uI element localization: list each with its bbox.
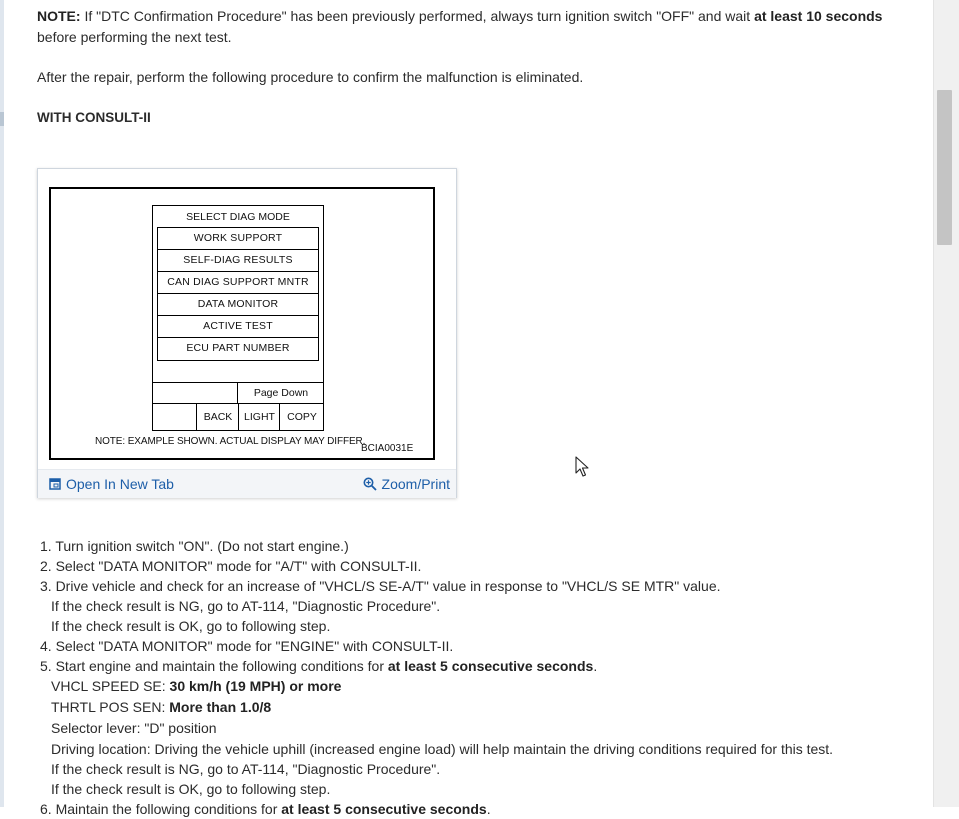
zoom-icon [363,477,377,494]
menu-title: SELECT DIAG MODE [186,211,290,223]
step-5-emphasis: at least 5 consecutive seconds [387,658,594,674]
step-3-ok: If the check result is OK, go to following step. [51,618,331,634]
menu-item: SELF-DIAG RESULTS [158,250,318,272]
step-5-ng: If the check result is NG, go to AT-114, "Diagnostic Procedure". [51,761,441,777]
step-6-text: 6. Maintain the following conditions for [40,801,282,817]
zoom-print-link[interactable] [363,476,450,494]
open-in-new-tab-icon [49,477,61,493]
menu-item: CAN DIAG SUPPORT MNTR [158,272,318,294]
note-emphasis: at least 10 seconds [754,8,883,24]
step-2: 2. Select "DATA MONITOR" mode for "A/T" with CONSULT-II. [40,558,422,574]
left-edge-marker [0,112,4,126]
scrollbar-thumb[interactable] [937,90,952,245]
condition-throttle [40,697,920,718]
menu-list [157,227,319,361]
menu-button-row [153,403,323,431]
throttle-value: More than 1.0/8 [169,699,272,715]
back-label: BACK [196,404,239,431]
step-5-ok: If the check result is OK, go to following step. [51,781,331,797]
condition-driving: Driving location: Driving the vehicle uphill (increased engine load) will help maintain the driving conditions required for this test. [51,741,834,757]
condition-speed [40,676,920,697]
menu-button-area [153,382,323,431]
menu-item: ECU PART NUMBER [186,342,290,354]
copy-label: COPY [279,404,324,431]
vertical-scrollbar[interactable] [933,0,959,807]
note-paragraph [37,6,922,48]
step-6-end: . [486,801,491,817]
note-label: NOTE: [37,8,81,24]
open-in-new-tab-link[interactable] [49,476,174,493]
speed-label: VHCL SPEED SE: [51,678,170,694]
figure-note: NOTE: EXAMPLE SHOWN. ACTUAL DISPLAY MAY DIFFER. [95,436,366,447]
menu-item: WORK SUPPORT [158,228,318,250]
step-6-emphasis: at least 5 consecutive seconds [281,801,487,817]
light-label: LIGHT [238,404,280,431]
step-5 [40,656,920,676]
throttle-label: THRTL POS SEN: [51,699,170,715]
step-3: 3. Drive vehicle and check for an increase of "VHCL/S SE-A/T" value in response to "VHCL/S SE MTR" value. [40,578,721,594]
consult-figure [37,168,457,498]
figure-code: BCIA0031E [361,443,414,454]
left-edge-bar [0,0,4,807]
condition-selector: Selector lever: "D" position [51,720,217,736]
note-text-end: before performing the next test. [37,29,232,45]
step-1: 1. Turn ignition switch "ON". (Do not start engine.) [40,538,349,554]
mouse-cursor-icon [575,456,589,483]
menu-item: DATA MONITOR [158,294,318,316]
step-4: 4. Select "DATA MONITOR" mode for "ENGINE" with CONSULT-II. [40,638,454,654]
zoom-print-label: Zoom/Print [381,476,450,492]
speed-value: 30 km/h (19 MPH) or more [169,678,342,694]
after-repair-text: After the repair, perform the following procedure to confirm the malfunction is eliminated. [37,69,584,85]
page-down-label: Page Down [237,383,324,403]
step-5-end: . [593,658,598,674]
diag-menu-box [152,205,324,431]
procedure-steps [40,536,920,819]
open-in-new-tab-label: Open In New Tab [66,476,174,492]
step-3-ng: If the check result is NG, go to AT-114, "Diagnostic Procedure". [51,598,441,614]
step-6 [40,799,920,819]
note-text: If "DTC Confirmation Procedure" has been previously performed, always turn ignition switch "OFF" and wait [80,8,755,24]
figure-footer [38,469,456,498]
menu-item: ACTIVE TEST [158,316,318,338]
consult-screen-illustration [49,187,435,460]
step-5-text: 5. Start engine and maintain the following conditions for [40,658,388,674]
section-heading: WITH CONSULT-II [37,110,151,125]
